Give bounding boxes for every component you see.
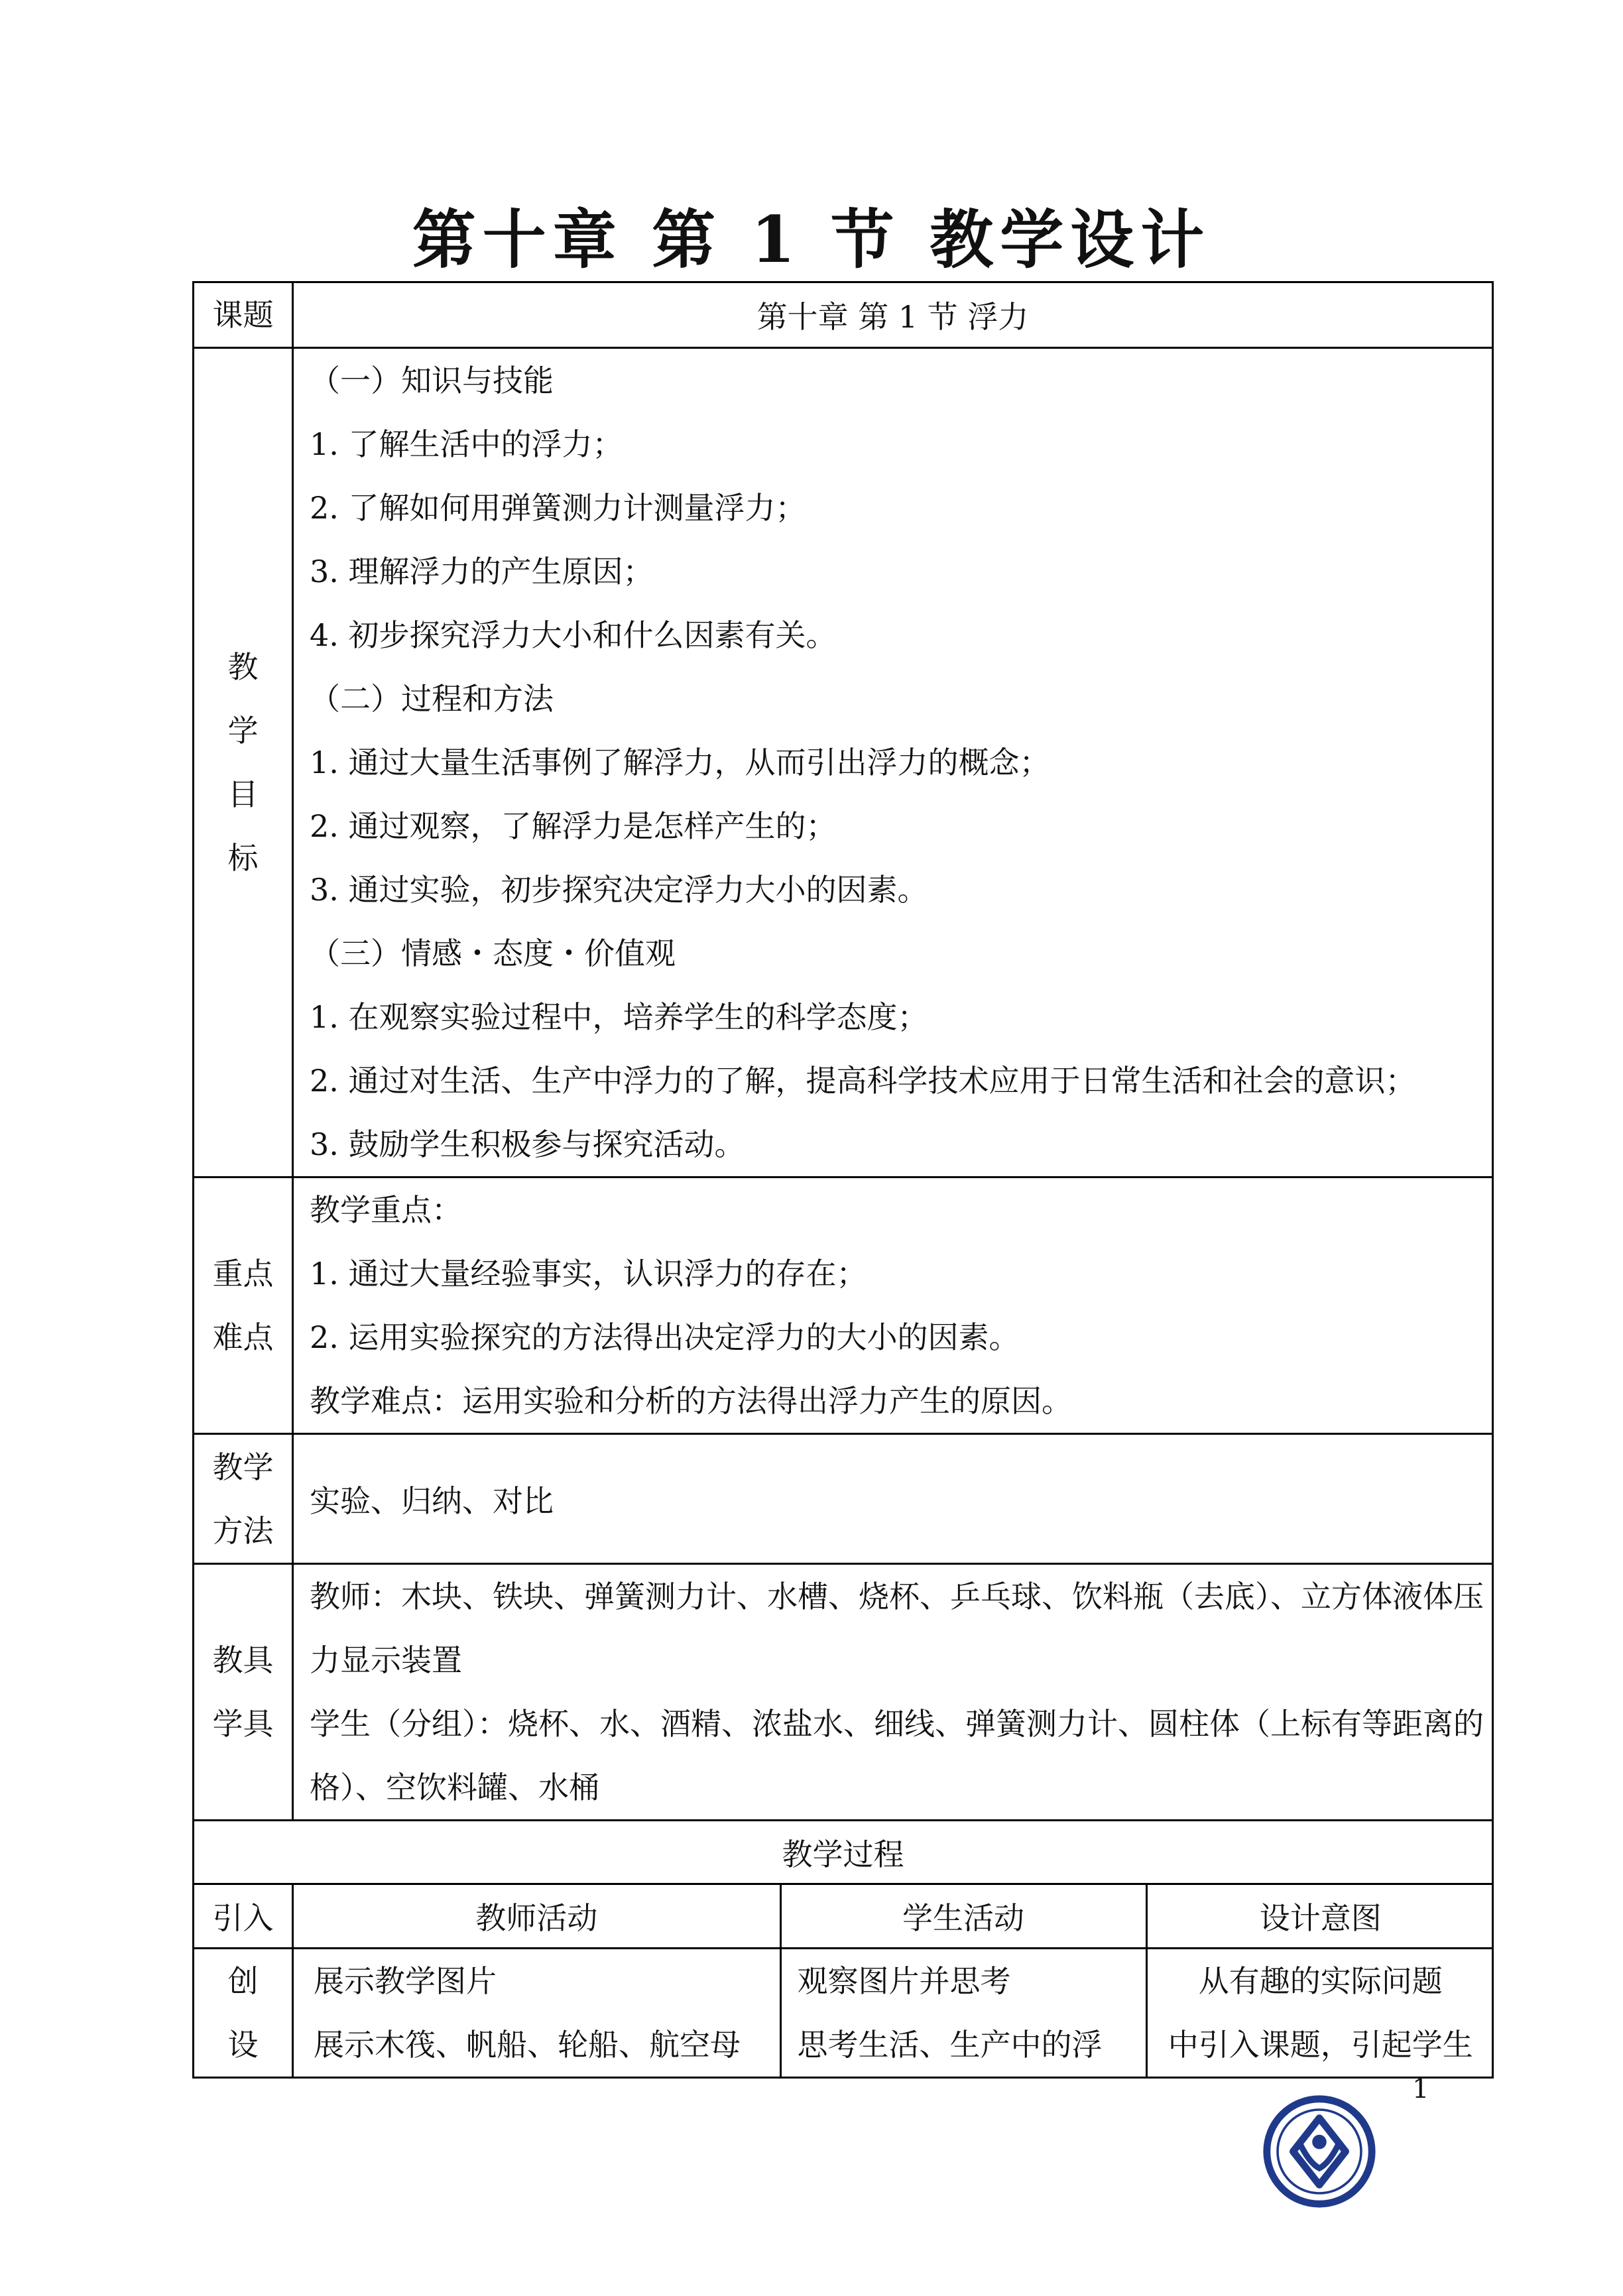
- objectives-content: [293, 348, 1493, 1178]
- key-points-content: [293, 1178, 1493, 1434]
- methods-label: 教学 方法: [194, 1434, 293, 1564]
- process-header: 教学过程: [194, 1821, 1493, 1884]
- objective-item: 1. 通过大量生活事例了解浮力，从而引出浮力的概念；: [310, 745, 1050, 780]
- process-teacher-cell: 展示教学图片 展示木筏、帆船、轮船、航空母: [314, 1963, 741, 2063]
- objective-item: 1. 在观察实验过程中，培养学生的科学态度；: [310, 999, 928, 1035]
- tools-student: 学生（分组）：烧杯、水、酒精、浓盐水、细线、弹簧测力计、圆柱体（上标有等距离的格）、空饮料罐、水桶: [310, 1706, 1484, 1805]
- tools-row: [194, 1564, 1493, 1821]
- topic-row: [194, 282, 1493, 348]
- objective-heading: （三）情感・态度・价值观: [310, 936, 676, 971]
- objective-heading: （二）过程和方法: [310, 681, 554, 717]
- key-point-line: 1. 通过大量经验事实，认识浮力的存在；: [310, 1256, 867, 1292]
- objective-item: 2. 通过观察，了解浮力是怎样产生的；: [310, 808, 837, 844]
- process-columns-row: [194, 1884, 1493, 1949]
- objective-item: 2. 通过对生活、生产中浮力的了解，提高科学技术应用于日常生活和社会的意识；: [310, 1063, 1416, 1099]
- process-row: [194, 1949, 1493, 2078]
- process-stage-label: 创 设: [194, 1949, 293, 2078]
- objectives-label: 教 学 目 标: [194, 348, 293, 1178]
- topic-label: 课题: [194, 282, 293, 348]
- process-row-subtable: [294, 1949, 1494, 2077]
- school-emblem-icon: [1260, 2092, 1379, 2211]
- key-points-row: [194, 1178, 1493, 1434]
- key-point-line: 2. 运用实验探究的方法得出决定浮力的大小的因素。: [310, 1319, 1020, 1355]
- objective-item: 1. 了解生活中的浮力；: [310, 426, 623, 462]
- objective-item: 2. 了解如何用弹簧测力计测量浮力；: [310, 490, 806, 526]
- topic-value: 第十章 第 1 节 浮力: [293, 282, 1493, 348]
- methods-value: 实验、归纳、对比: [293, 1434, 1493, 1564]
- process-col-stage: 引入: [194, 1884, 293, 1949]
- lesson-plan-table: [192, 281, 1494, 2079]
- process-col-intent: 设计意图: [1146, 1885, 1494, 1947]
- tools-teacher: 教师：木块、铁块、弹簧测力计、水槽、烧杯、乒乓球、饮料瓶（去底）、立方体液体压力显示装置: [310, 1579, 1484, 1678]
- objective-item: 3. 通过实验，初步探究决定浮力大小的因素。: [310, 872, 928, 908]
- methods-row: [194, 1434, 1493, 1564]
- process-header-row: [194, 1821, 1493, 1884]
- process-columns-subtable: [294, 1885, 1494, 1947]
- process-student-cell: 观察图片并思考 思考生活、生产中的浮: [780, 1949, 1146, 2077]
- key-point-line: 教学重点：: [310, 1192, 462, 1228]
- tools-content: [293, 1564, 1493, 1821]
- process-intent-cell: 从有趣的实际问题 中引入课题，引起学生: [1146, 1949, 1494, 2077]
- objective-item: 4. 初步探究浮力大小和什么因素有关。: [310, 617, 837, 653]
- process-col-teacher: 教师活动: [475, 1900, 598, 1936]
- tools-label: 教具 学具: [194, 1564, 293, 1821]
- objective-item: 3. 理解浮力的产生原因；: [310, 554, 654, 589]
- objective-heading: （一）知识与技能: [310, 363, 554, 398]
- key-points-label: 重点 难点: [194, 1178, 293, 1434]
- page-title: 第十章 第 1 节 教学设计: [412, 202, 1211, 277]
- page-number: 1: [1412, 2074, 1429, 2104]
- objectives-row: [194, 348, 1493, 1178]
- key-point-line: 教学难点：运用实验和分析的方法得出浮力产生的原因。: [310, 1383, 1072, 1419]
- objective-item: 3. 鼓励学生积极参与探究活动。: [310, 1126, 745, 1162]
- process-col-student: 学生活动: [780, 1885, 1146, 1947]
